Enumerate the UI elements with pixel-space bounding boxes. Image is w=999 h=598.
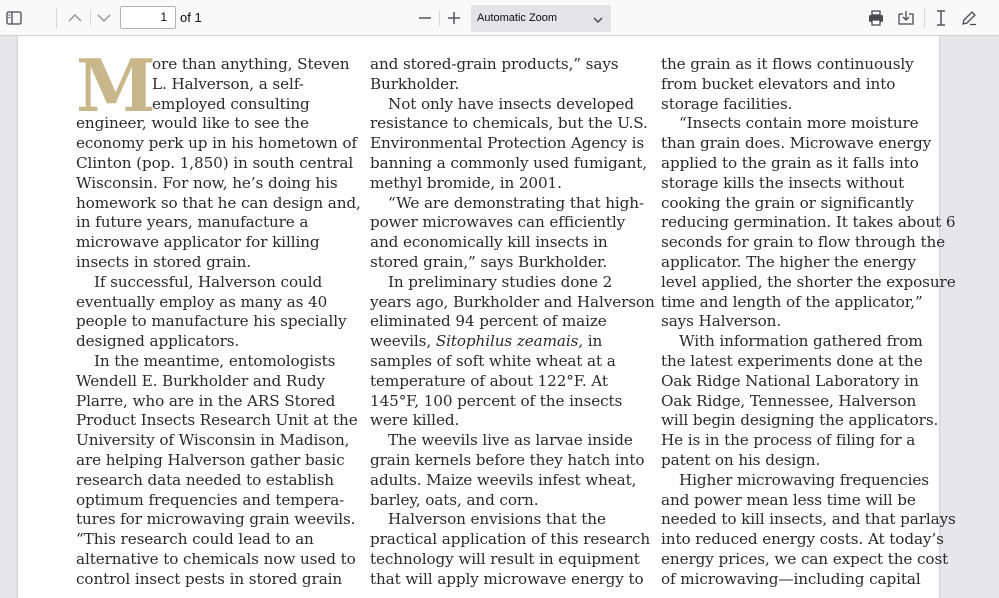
text-line: In preliminary studies done 2: [388, 272, 613, 291]
text-line: applied to the grain as it falls into: [661, 153, 919, 172]
text-line: people to manufacture his specially: [76, 312, 347, 331]
page-count-label: of 1: [180, 10, 202, 25]
text-line: “This research could lead to an: [76, 530, 314, 549]
chevron-down-icon: [593, 6, 603, 35]
text-line: With information gathered from: [679, 332, 923, 351]
text-line: applicator. The higher the energy: [661, 252, 916, 271]
zoom-out-icon: [418, 11, 432, 25]
text-line: were killed.: [370, 411, 460, 430]
text-line: storage facilities.: [661, 94, 793, 113]
text-line: Wisconsin. For now, he’s doing his: [76, 173, 338, 192]
pdf-page: [18, 36, 956, 598]
draw-icon: [961, 10, 977, 26]
toolbar-separator: [924, 8, 925, 28]
text-line: the latest experiments done at the: [661, 351, 923, 370]
text-segment: weevils,: [370, 332, 436, 351]
text-line: samples of soft white wheat at a: [370, 351, 616, 370]
text-line: Higher microwaving frequencies: [679, 470, 929, 489]
text-line: patent on his design.: [661, 450, 821, 469]
text-line: the grain as it flows continuously: [661, 55, 914, 73]
text-select-icon: [935, 10, 947, 26]
sidebar-toggle-icon: [6, 11, 22, 25]
text-line: “Insects contain more moisture: [679, 114, 919, 133]
text-line: alternative to chemicals now used to: [76, 549, 356, 568]
toolbar-separator: [56, 8, 57, 28]
text-line: [370, 332, 655, 352]
text-line: insects in stored grain.: [76, 252, 252, 271]
text-column-1: [76, 43, 361, 590]
text-line: In the meantime, entomologists: [94, 351, 336, 370]
text-line: barley, oats, and corn.: [370, 490, 539, 509]
text-line: time and length of the applicator,”: [661, 292, 923, 311]
zoom-select[interactable]: [471, 5, 611, 32]
text-line: cooking the grain or significantly: [661, 193, 914, 212]
text-line: 145°F, 100 percent of the insects: [370, 391, 623, 410]
text-line: technology will result in equipment: [370, 549, 640, 568]
text-line: adults. Maize weevils infest wheat,: [370, 470, 637, 489]
save-icon: [898, 10, 914, 26]
save-button[interactable]: [893, 5, 919, 31]
text-line: Plarre, who are in the ARS Stored: [76, 391, 336, 410]
text-line: If successful, Halverson could: [94, 272, 323, 291]
text-line: from bucket elevators and into: [661, 74, 896, 93]
text-line: “We are demonstrating that high-: [388, 193, 644, 212]
text-line: power microwaves can efficiently: [370, 213, 626, 232]
text-line: energy prices, we can expect the cost: [661, 549, 949, 568]
text-line: Burkholder.: [370, 74, 460, 93]
text-line: that will apply microwave energy to: [370, 569, 644, 588]
text-line: Not only have insects developed: [388, 94, 635, 113]
zoom-in-button[interactable]: [441, 5, 467, 31]
text-line: and economically kill insects in: [370, 233, 608, 252]
text-line: will begin designing the applicators.: [661, 411, 939, 430]
text-line: He is in the process of filing for a: [661, 431, 916, 450]
previous-page-button[interactable]: [62, 5, 88, 31]
text-line: L. Halverson, a self-: [152, 74, 304, 93]
text-select-button[interactable]: [928, 5, 954, 31]
next-page-button[interactable]: [91, 5, 117, 31]
text-line: stored grain,” says Burkholder.: [370, 252, 608, 271]
text-line: and power mean less time will be: [661, 490, 916, 509]
text-line: eliminated 94 percent of maize: [370, 312, 607, 331]
text-line: are helping Halverson gather basic: [76, 450, 345, 469]
text-line: storage kills the insects without: [661, 173, 905, 192]
next-page-icon: [97, 13, 111, 23]
text-line: reducing germination. It takes about 6: [661, 213, 956, 232]
text-line: research data needed to establish: [76, 470, 334, 489]
print-icon: [868, 10, 884, 26]
text-line: Oak Ridge National Laboratory in: [661, 371, 919, 390]
text-line: The weevils live as larvae inside: [388, 431, 633, 450]
text-line: and stored-grain products,” says: [370, 55, 619, 73]
text-line: ore than anything, Steven: [152, 55, 350, 73]
text-line: resistance to chemicals, but the U.S.: [370, 114, 648, 133]
text-line: designed applicators.: [76, 332, 240, 351]
text-line: needed to kill insects, and that parlays: [661, 510, 956, 529]
text-line: says Halverson.: [661, 312, 782, 331]
draw-button[interactable]: [956, 5, 982, 31]
zoom-out-button[interactable]: [412, 5, 438, 31]
page-number-input[interactable]: 1: [120, 6, 176, 29]
text-line: years ago, Burkholder and Halverson: [370, 292, 655, 311]
text-segment: in: [583, 332, 603, 351]
pdf-toolbar: [0, 0, 999, 36]
zoom-in-icon: [447, 11, 461, 25]
text-line: microwave applicator for killing: [76, 233, 320, 252]
text-line: level applied, the shorter the exposure: [661, 272, 956, 291]
text-line: into reduced energy costs. At today’s: [661, 530, 944, 549]
text-line: in future years, manufacture a: [76, 213, 309, 232]
drop-cap: M: [76, 43, 156, 128]
text-column-3: [661, 55, 956, 590]
text-line: tures for microwaving grain weevils.: [76, 510, 356, 529]
previous-page-icon: [68, 13, 82, 23]
zoom-value: Automatic Zoom: [477, 12, 558, 24]
text-line: seconds for grain to flow through the: [661, 233, 946, 252]
text-line: temperature of about 122°F. At: [370, 371, 608, 390]
text-line: grain kernels before they hatch into: [370, 450, 645, 469]
document-viewer[interactable]: [0, 36, 999, 598]
text-line: Wendell E. Burkholder and Rudy: [76, 371, 326, 390]
text-line: eventually employ as many as 40: [76, 292, 328, 311]
print-button[interactable]: [863, 5, 889, 31]
text-column-2: [370, 55, 655, 590]
text-line: Oak Ridge, Tennessee, Halverson: [661, 391, 917, 410]
text-line: of microwaving—including capital: [661, 569, 921, 588]
text-line: Product Insects Research Unit at the: [76, 411, 358, 430]
text-line: practical application of this research: [370, 530, 651, 549]
toolbar-separator: [439, 10, 440, 26]
text-line: homework so that he can design and,: [76, 193, 361, 212]
species-name: Sitophilus zeamais,: [435, 332, 584, 351]
text-line: than grain does. Microwave energy: [661, 134, 932, 153]
sidebar-toggle-button[interactable]: [1, 5, 27, 31]
text-line: methyl bromide, in 2001.: [370, 173, 562, 192]
text-line: Halverson envisions that the: [388, 510, 606, 529]
text-line: control insect pests in stored grain: [76, 569, 343, 588]
text-line: employed consulting: [152, 94, 310, 113]
text-line: Environmental Protection Agency is: [370, 134, 645, 153]
text-line: engineer, would like to see the: [76, 114, 309, 133]
text-line: Clinton (pop. 1,850) in south central: [76, 153, 354, 172]
text-line: University of Wisconsin in Madison,: [76, 431, 350, 450]
text-line: banning a commonly used fumigant,: [370, 153, 648, 172]
text-line: optimum frequencies and tempera-: [76, 490, 345, 509]
text-line: economy perk up in his hometown of: [76, 134, 357, 153]
